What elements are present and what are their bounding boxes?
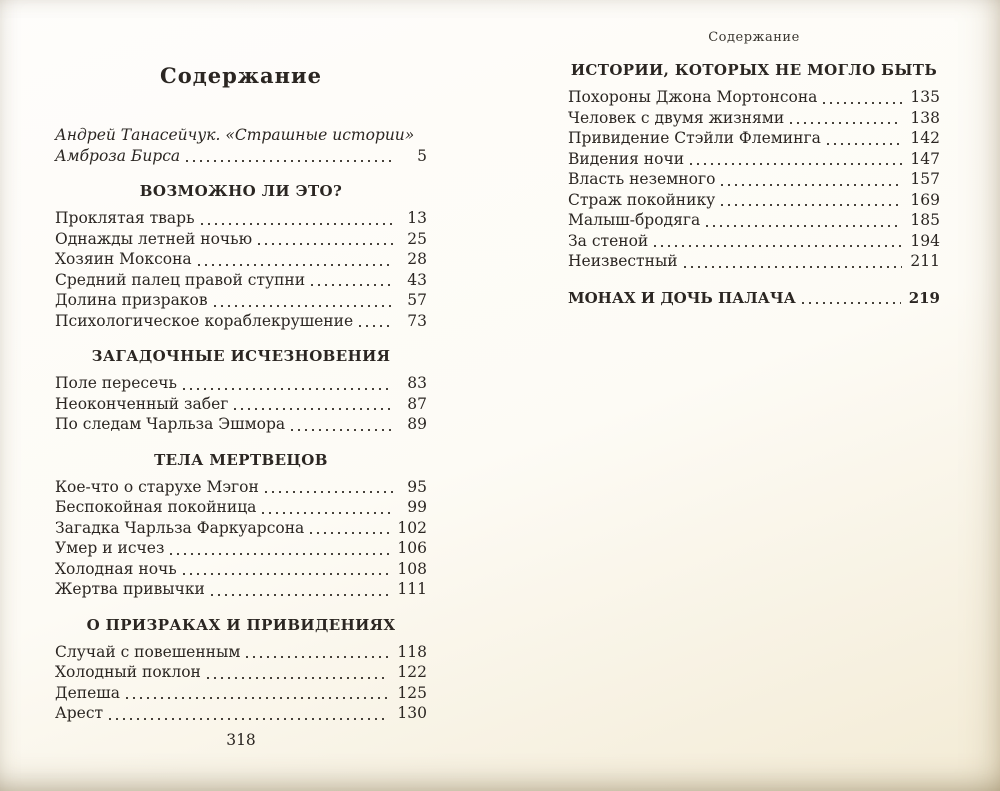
dot-leader — [258, 243, 393, 245]
toc-entry — [55, 394, 427, 415]
toc-entry-title: Кое-что о старухе Мэгон — [55, 477, 259, 496]
toc-entry — [55, 518, 427, 539]
dot-leader — [201, 223, 393, 225]
toc-entry — [568, 231, 940, 252]
toc-entry-title: Хозяин Моксона — [55, 250, 192, 268]
toc-entry — [55, 208, 427, 229]
toc-entry — [568, 87, 940, 108]
toc-entry-page-number: 43 — [407, 270, 427, 289]
intro-entry — [55, 125, 427, 166]
toc-entry — [55, 642, 427, 663]
toc-entry — [568, 128, 940, 149]
toc-entry-page-number: 83 — [407, 374, 427, 392]
toc-entry — [568, 149, 940, 170]
left-page — [55, 0, 427, 791]
toc-entry-page-number: 111 — [397, 580, 427, 598]
toc-entry-page-number: 13 — [407, 209, 427, 227]
right-page — [568, 0, 940, 791]
dot-leader — [310, 532, 389, 534]
dot-leader — [214, 305, 393, 307]
toc-title: Содержание — [160, 63, 322, 88]
intro-author-line: Андрей Танасейчук. «Страшные истории» — [55, 126, 415, 144]
toc-entry-title: Однажды летней ночью — [55, 229, 253, 248]
intro-entry-title: Амброза Бирса — [55, 146, 181, 165]
dot-leader — [207, 677, 390, 679]
toc-entry-page-number: 211 — [910, 252, 940, 270]
toc-entry-page-number: 25 — [407, 229, 427, 248]
toc-entry — [55, 477, 427, 498]
section-heading: ЗАГАДОЧНЫЕ ИСЧЕЗНОВЕНИЯ — [91, 347, 391, 365]
toc-entry — [55, 559, 427, 580]
toc-entry-page-number: 122 — [397, 663, 427, 681]
toc-entry-title: Привидение Стэйли Флеминга — [568, 129, 821, 147]
toc-entry-title: Случай с повешенным — [55, 642, 241, 661]
toc-entry-page-number: 138 — [910, 108, 940, 127]
toc-entry — [55, 703, 427, 724]
section-entry-title: МОНАХ И ДОЧЬ ПАЛАЧА — [568, 288, 796, 307]
toc-entry — [55, 249, 427, 270]
toc-entry — [55, 373, 427, 394]
toc-entry-page-number: 125 — [397, 683, 427, 702]
dot-leader — [311, 284, 393, 286]
toc-entry-title: Похороны Джона Мортонсона — [568, 88, 818, 106]
toc-entry — [55, 579, 427, 600]
toc-entry-title: Проклятая тварь — [55, 209, 195, 227]
toc-entry — [55, 311, 427, 332]
toc-entry-page-number: 169 — [910, 190, 940, 209]
toc-entry-page-number: 185 — [910, 211, 940, 229]
toc-entry-title: Средний палец правой ступни — [55, 270, 306, 289]
toc-entry-title: За стеной — [568, 231, 649, 250]
toc-entry-page-number: 157 — [910, 170, 940, 188]
dot-leader — [211, 594, 390, 596]
toc-entry — [568, 251, 940, 272]
intro-entry-row — [55, 146, 427, 167]
toc-entry — [55, 270, 427, 291]
toc-entry-page-number: 28 — [407, 250, 427, 268]
toc-entry-title: Депеша — [55, 683, 120, 702]
right-toc-sections — [568, 61, 940, 308]
toc-entry-page-number: 89 — [407, 415, 427, 433]
intro-page-number: 5 — [417, 146, 427, 165]
toc-entry-title: Власть неземного — [568, 170, 716, 188]
toc-entry-title: Холодный поклон — [55, 663, 201, 681]
toc-entry-title: Страж покойнику — [568, 190, 716, 209]
toc-section — [55, 347, 427, 435]
dot-leader — [802, 302, 901, 304]
toc-entry — [568, 108, 940, 129]
toc-section — [55, 616, 427, 724]
toc-entry — [55, 538, 427, 559]
dot-leader — [265, 491, 393, 493]
dot-leader — [706, 225, 902, 227]
toc-entry-title: Арест — [55, 704, 104, 722]
toc-entry-page-number: 108 — [397, 559, 427, 578]
toc-entry-title: Психологическое кораблекрушение — [55, 311, 354, 330]
toc-entry-title: Долина призраков — [55, 291, 208, 309]
toc-entry-title: Видения ночи — [568, 149, 685, 168]
dot-leader — [291, 429, 393, 431]
toc-entry — [568, 169, 940, 190]
toc-entry-title: Малыш-бродяга — [568, 211, 701, 229]
left-toc-sections — [55, 182, 427, 724]
dot-leader — [823, 102, 902, 104]
dot-leader — [246, 656, 389, 658]
toc-section — [568, 61, 940, 272]
toc-entry-page-number: 57 — [407, 291, 427, 309]
toc-entry-page-number: 102 — [397, 518, 427, 537]
dot-leader — [721, 204, 902, 206]
section-heading: ВОЗМОЖНО ЛИ ЭТО? — [139, 182, 343, 200]
dot-leader — [234, 408, 393, 410]
dot-leader — [183, 573, 390, 575]
toc-entry-title: Умер и исчез — [55, 539, 165, 557]
dot-leader — [790, 122, 902, 124]
dot-leader — [654, 245, 902, 247]
toc-section — [568, 288, 940, 309]
dot-leader — [126, 697, 389, 699]
toc-entry-title: По следам Чарльза Эшмора — [55, 415, 286, 433]
dot-leader — [827, 143, 903, 145]
toc-entry — [55, 229, 427, 250]
dot-leader — [183, 388, 393, 390]
toc-entry-page-number: 147 — [910, 149, 940, 168]
dot-leader — [721, 184, 902, 186]
dot-leader — [170, 553, 389, 555]
dot-leader — [690, 163, 902, 165]
dot-leader — [262, 512, 393, 514]
dot-leader — [198, 264, 393, 266]
toc-entry-page-number: 118 — [397, 642, 427, 661]
toc-entry — [55, 414, 427, 435]
dot-leader — [684, 266, 903, 268]
toc-entry-title: Неизвестный — [568, 252, 678, 270]
toc-entry-page-number: 142 — [910, 129, 940, 147]
toc-entry — [55, 683, 427, 704]
dot-leader — [359, 325, 393, 327]
toc-section — [55, 451, 427, 600]
folio-page-number: 318 — [226, 731, 256, 749]
toc-entry — [55, 497, 427, 518]
toc-entry-title: Жертва привычки — [55, 580, 205, 598]
toc-entry-title: Загадка Чарльза Фаркуарсона — [55, 518, 305, 537]
toc-entry — [568, 210, 940, 231]
section-heading: ТЕЛА МЕРТВЕЦОВ — [154, 450, 328, 469]
toc-entry-title: Человек с двумя жизнями — [568, 108, 785, 127]
toc-entry-title: Беспокойная покойница — [55, 498, 257, 516]
toc-entry-page-number: 130 — [397, 704, 427, 722]
toc-entry-title: Холодная ночь — [55, 559, 177, 578]
section-heading: О ПРИЗРАКАХ И ПРИВИДЕНИЯХ — [86, 615, 396, 634]
dot-leader — [186, 160, 393, 162]
toc-entry-page-number: 99 — [407, 498, 427, 516]
toc-entry — [568, 190, 940, 211]
toc-entry-page-number: 194 — [910, 231, 940, 250]
toc-entry-page-number: 73 — [407, 311, 427, 330]
toc-entry — [55, 662, 427, 683]
toc-entry — [55, 290, 427, 311]
toc-entry-page-number: 135 — [910, 88, 940, 106]
running-head: Содержание — [708, 30, 800, 45]
toc-entry-page-number: 87 — [407, 394, 427, 413]
toc-section — [55, 182, 427, 331]
section-entry — [568, 288, 940, 309]
section-entry-page-number: 219 — [908, 288, 940, 307]
toc-entry-page-number: 106 — [397, 539, 427, 557]
dot-leader — [109, 718, 389, 720]
toc-entry-page-number: 95 — [407, 477, 427, 496]
toc-entry-title: Неоконченный забег — [55, 394, 229, 413]
section-heading: ИСТОРИИ, КОТОРЫХ НЕ МОГЛО БЫТЬ — [570, 61, 938, 79]
toc-entry-title: Поле пересечь — [55, 374, 177, 392]
